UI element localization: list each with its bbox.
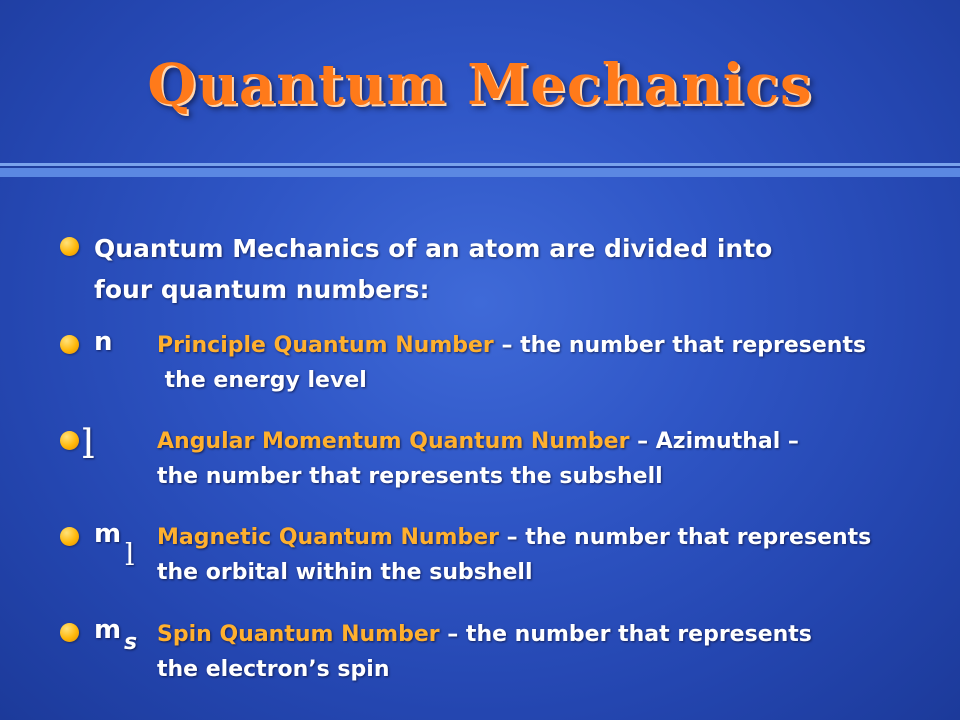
definition-ml-line-1 <box>157 520 957 555</box>
title-divider <box>0 163 960 177</box>
definition-n-rest: – the number that represents <box>493 333 867 358</box>
intro-line-2: four quantum numbers: <box>94 275 430 304</box>
symbol-l: l <box>82 422 95 468</box>
definition-n-line-2: the energy level <box>157 368 367 393</box>
term-magnetic: Magnetic Quantum Number <box>157 525 499 550</box>
bullet-ml <box>60 527 79 546</box>
term-principle: Principle Quantum Number <box>157 333 494 358</box>
definition-l-line-1 <box>157 424 957 459</box>
slide-title: Quantum Mechanics <box>147 52 813 118</box>
definition-ms <box>157 617 957 687</box>
subscript-ml: l <box>125 538 135 573</box>
definition-ms-line-1 <box>157 617 957 652</box>
definition-l <box>157 424 957 494</box>
definition-l-line-2: the number that represents the subshell <box>157 464 663 489</box>
symbol-ms: m <box>94 615 122 645</box>
bullet-l <box>60 431 79 450</box>
intro-text <box>94 228 914 310</box>
symbol-ml: m <box>94 519 122 549</box>
bullet-ms <box>60 623 79 642</box>
bullet-n <box>60 335 79 354</box>
definition-ms-line-2: the electron’s spin <box>157 657 390 682</box>
symbol-n: n <box>94 327 113 357</box>
bullet-intro <box>60 237 79 256</box>
subscript-ms: s <box>124 630 138 655</box>
intro-line-1: Quantum Mechanics of an atom are divided into <box>94 234 773 263</box>
term-spin: Spin Quantum Number <box>157 622 440 647</box>
definition-l-rest: – Azimuthal – <box>629 429 799 454</box>
definition-ml-rest: – the number that represents <box>498 525 872 550</box>
definition-ml <box>157 520 957 590</box>
definition-n-line-1 <box>157 328 957 363</box>
definition-ms-rest: – the number that represents <box>439 622 812 647</box>
term-angular: Angular Momentum Quantum Number <box>157 429 630 454</box>
definition-ml-line-2: the orbital within the subshell <box>157 560 533 585</box>
definition-n <box>157 328 957 398</box>
